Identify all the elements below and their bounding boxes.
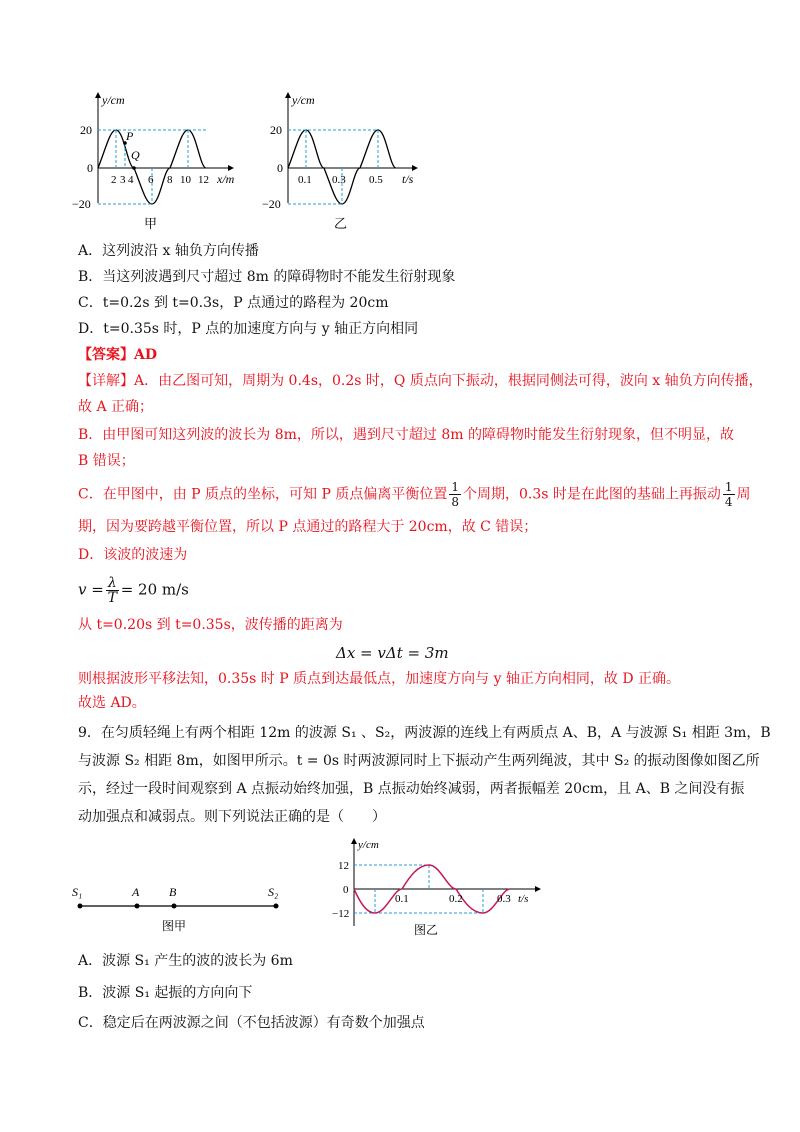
y-tick-neg20: −20 (72, 197, 91, 211)
t-tick-02: 0.2 (449, 893, 463, 905)
t-tick-01: 0.1 (298, 174, 312, 186)
x-axis-label: x/m (217, 172, 235, 186)
frac-den: 8 (451, 495, 459, 509)
y-tick-20: 20 (270, 123, 282, 137)
q8-exp-c-line1 (78, 480, 751, 509)
x-tick-3: 3 (120, 174, 126, 186)
y-tick-0: 0 (277, 161, 283, 175)
source-s1-dot (78, 904, 83, 909)
x-tick-2: 2 (111, 174, 117, 186)
figure-q9-jia-rope (68, 878, 293, 936)
label-s1: S₁ (72, 885, 83, 899)
exp-c-text-1: C．在甲图中，由 P 质点的坐标，可知 P 质点偏离平衡位置 (78, 486, 448, 503)
x-tick-6: 6 (148, 174, 154, 186)
exp-c-text-3: 周 (736, 486, 751, 503)
label-b: B (169, 885, 177, 899)
figure-caption: 乙 (334, 216, 348, 231)
x-tick-8: 8 (167, 174, 173, 186)
y-axis-arrow (351, 838, 357, 844)
figure-caption: 甲 (144, 216, 158, 231)
q9-option-b: B．波源 S₁ 起振的方向向下 (78, 985, 253, 1001)
t-tick-03: 0.3 (497, 893, 511, 905)
q8-option-c: C．t=0.2s 到 t=0.3s，P 点通过的路程为 20cm (78, 295, 389, 311)
t-tick-05: 0.5 (369, 174, 383, 186)
t-tick-03: 0.3 (332, 174, 346, 186)
q8-exp-b-line1: B．由甲图可知这列波的波长为 8m，所以，遇到尺寸超过 8m 的障碍物时能发生衍射现象，但不明显，故 (78, 427, 735, 443)
q8-exp-b-line2: B 错误； (78, 453, 135, 469)
q9-stem-line1: 9．在匀质轻绳上有两个相距 12m 的波源 S₁ 、S₂，两波源的连线上有两质点 A、B，A 与波源 S₁ 相距 3m，B (78, 725, 771, 741)
frac-num: 1 (724, 480, 733, 494)
q8-exp-d-line1: D．该波的波速为 (78, 547, 188, 563)
y-axis-label: y/cm (292, 93, 315, 107)
label-a: A (132, 885, 140, 899)
figure-jia-wave-graph (72, 88, 248, 233)
frac-den: 4 (724, 495, 733, 509)
y-axis-label: y/cm (358, 839, 379, 851)
t-axis-arrow (535, 886, 541, 892)
figure-caption: 图甲 (162, 919, 187, 933)
t-tick-01: 0.1 (395, 893, 409, 905)
y-tick-neg12: −12 (332, 908, 350, 920)
source-s2-dot (274, 904, 279, 909)
equation-wave-speed (78, 576, 189, 605)
q8-option-d: D．t=0.35s 时，P 点的加速度方向与 y 轴正方向相同 (78, 321, 419, 337)
q8-exp-d-line3: 则根据波形平移法知，0.35s 时 P 质点到达最低点，加速度方向与 y 轴正方向相同，故 D 正确。 (78, 671, 681, 687)
x-tick-4: 4 (128, 174, 134, 186)
x-tick-10: 10 (180, 174, 191, 186)
label-s2: S₂ (268, 885, 279, 899)
q8-exp-c-line2: 期，因为要跨越平衡位置，所以 P 点通过的路程大于 20cm，故 C 错误； (78, 519, 538, 535)
fraction-lambda-over-t (106, 576, 119, 605)
q8-option-b: B．当这列波遇到尺寸超过 8m 的障碍物时不能发生衍射现象 (78, 269, 456, 285)
figure-q9-yi-vibration-graph (330, 836, 550, 940)
y-tick-neg20: −20 (262, 197, 281, 211)
vibration-curve (288, 130, 396, 204)
figure-yi-vibration-graph (262, 88, 432, 233)
point-q-label: Q (131, 148, 140, 162)
q8-answer: 【答案】AD (78, 347, 158, 363)
q9-option-a: A．波源 S₁ 产生的波的波长为 6m (78, 953, 293, 969)
t-axis-label: t/s (402, 172, 414, 186)
point-a-dot (135, 904, 140, 909)
q9-option-c: C．稳定后在两波源之间（不包括波源）有奇数个加强点 (78, 1015, 425, 1031)
point-p-label: P (126, 129, 134, 143)
figure-caption: 图乙 (414, 923, 439, 937)
fraction-one-quarter (723, 480, 735, 509)
frac-den: T (107, 590, 117, 606)
point-q-dot (132, 166, 136, 170)
y-tick-0: 0 (87, 161, 93, 175)
frac-num: λ (107, 575, 117, 591)
q9-stem-line3: 示，经过一段时间观察到 A 点振动始终加强，B 点振动始终减弱，两者振幅差 20cm，且 A、B 之间没有振 (78, 781, 745, 797)
point-b-dot (172, 904, 177, 909)
wave-curve (98, 130, 206, 204)
equation-distance: Δx = vΔt = 3m (336, 644, 449, 662)
eq-v-lhs: v = (78, 580, 104, 599)
y-tick-12: 12 (338, 860, 349, 872)
x-axis-arrow (228, 165, 234, 171)
fraction-one-eighth (449, 480, 461, 509)
exp-c-text-2: 个周期，0.3s 时是在此图的基础上再振动 (463, 486, 721, 503)
t-axis-arrow (412, 165, 418, 171)
y-axis-arrow (95, 92, 101, 98)
q8-option-a: A．这列波沿 x 轴负方向传播 (78, 243, 259, 259)
q8-exp-a-line2: 故 A 正确； (78, 399, 154, 415)
q9-stem-line2: 与波源 S₂ 相距 8m，如图甲所示。t = 0s 时两波源同时上下振动产生两列绳波，其中 S₂ 的振动图像如图乙所 (78, 753, 760, 769)
q8-exp-d-line2: 从 t=0.20s 到 t=0.35s，波传播的距离为 (78, 617, 343, 633)
y-axis-label: y/cm (102, 93, 125, 107)
x-tick-12: 12 (198, 174, 209, 186)
y-tick-0: 0 (343, 884, 349, 896)
q8-exp-a-line1: 【详解】A．由乙图可知，周期为 0.4s，0.2s 时，Q 质点向下振动，根据同侧法可得，波向 x 轴负方向传播， (78, 373, 763, 389)
y-axis-arrow (285, 92, 291, 98)
eq-v-rhs: = 20 m/s (120, 580, 189, 599)
frac-num: 1 (451, 480, 459, 494)
y-tick-20: 20 (80, 123, 92, 137)
t-axis-label: t/s (518, 893, 529, 905)
q9-stem-line4: 动加强点和减弱点。则下列说法正确的是（ ） (78, 809, 386, 825)
q8-conclusion: 故选 AD。 (78, 695, 146, 711)
